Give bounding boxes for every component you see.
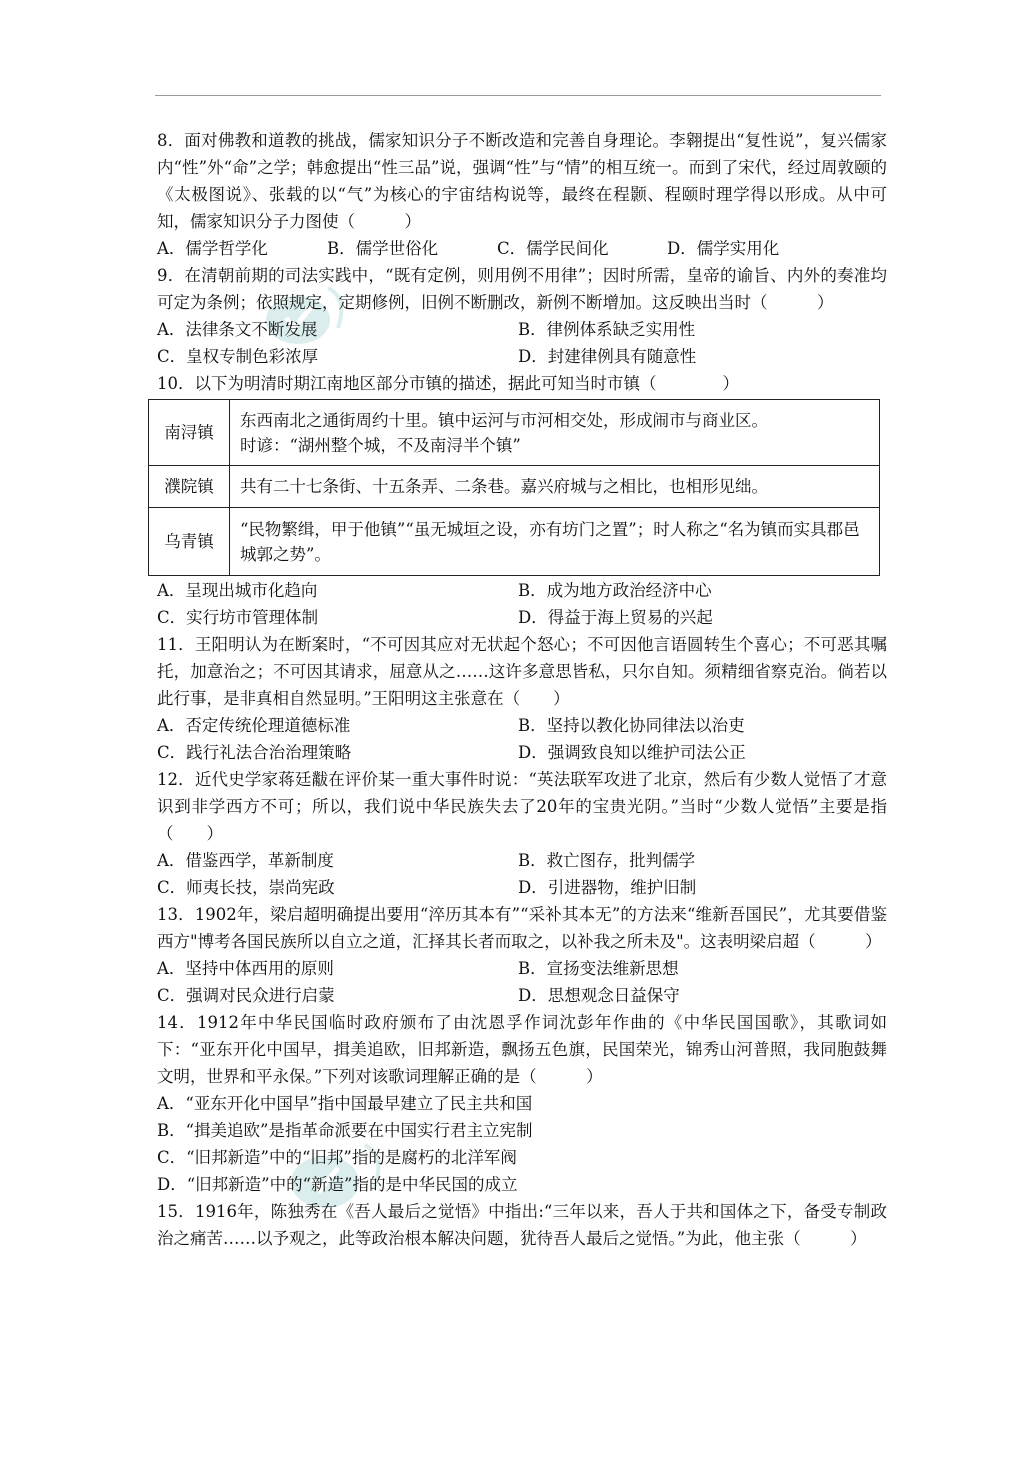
question-stem: 15．1916年，陈独秀在《吾人最后之觉悟》中指出:“三年以来，吾人于共和国体之下，备受专制政治之痛苦……以予观之，此等政治根本解决问题，犹待吾人最后之觉悟。”为此，他主张（ ） xyxy=(157,1202,887,1248)
option-list xyxy=(157,1090,887,1198)
option-row xyxy=(157,604,887,631)
question-stem: 9．在清朝前期的司法实践中，“既有定例，则用例不用律”；因时所需，皇帝的谕旨、内外的奏准均可定为条例；依照规定，定期修例，旧例不断删改，新例不断增加。这反映出当时（ ） xyxy=(157,266,887,312)
question-stem: 11．王阳明认为在断案时，“不可因其应对无状起个怒心；不可因他言语圆转生个喜心；不可恶其嘱托，加意治之；不可因其请求，屈意从之……这许多意思皆私，只尔自知。须精细省察克治。倘若以此行事，是非真相自然显明。”王阳明这主张意在（ ） xyxy=(157,635,887,708)
option-a: A．法律条文不断发展 xyxy=(157,320,318,339)
description-line: “民物繁缉，甲于他镇”“虽无城垣之设，亦有坊门之置”；时人称之“名为镇而实具郡邑城郭之势”。 xyxy=(240,519,860,564)
option-a: A．呈现出城市化趋向 xyxy=(157,581,318,600)
town-name: 乌青镇 xyxy=(149,508,230,576)
option-b: B．宣扬变法维新思想 xyxy=(518,959,679,978)
question-stem: 10．以下为明清时期江南地区部分市镇的描述，据此可知当时市镇（ ） xyxy=(157,374,739,393)
option-a: A．儒学哲学化 xyxy=(157,239,268,258)
description-line: 时谚：“湖州整个城，不及南浔半个镇” xyxy=(240,435,521,455)
option-row xyxy=(157,235,887,262)
option-c: C．儒学民间化 xyxy=(497,239,609,258)
option-a: A．坚持中体西用的原则 xyxy=(157,959,334,978)
option-row xyxy=(157,577,887,604)
question-8 xyxy=(157,127,887,262)
towns-table xyxy=(148,399,880,576)
option-a: A．借鉴西学，革新制度 xyxy=(157,851,334,870)
town-name: 南浔镇 xyxy=(149,400,230,466)
option-a: A．否定传统伦理道德标准 xyxy=(157,716,351,735)
question-11 xyxy=(157,631,887,766)
table-row xyxy=(149,508,880,576)
header-rule xyxy=(155,95,881,96)
option-d: D．得益于海上贸易的兴起 xyxy=(518,608,713,627)
table-row xyxy=(149,466,880,508)
option-c: C．强调对民众进行启蒙 xyxy=(157,986,335,1005)
exam-content xyxy=(157,127,887,1252)
question-14 xyxy=(157,1009,887,1198)
option-d: D．思想观念日益保守 xyxy=(518,986,680,1005)
option-row xyxy=(157,343,887,370)
town-description xyxy=(230,466,880,508)
option-row xyxy=(157,712,887,739)
option-b: B．律例体系缺乏实用性 xyxy=(518,320,696,339)
description-line: 东西南北之通街周约十里。镇中运河与市河相交处，形成闹市与商业区。 xyxy=(240,410,768,430)
option-b: B．成为地方政治经济中心 xyxy=(518,581,712,600)
town-description xyxy=(230,400,880,466)
option-a: A．“亚东开化中国早”指中国最早建立了民主共和国 xyxy=(157,1094,533,1113)
option-b: B．救亡图存，批判儒学 xyxy=(518,851,696,870)
description-line: 共有二十七条街、十五条弄、二条巷。嘉兴府城与之相比，也相形见绌。 xyxy=(240,477,768,496)
question-stem: 14．1912年中华民国临时政府颁布了由沈恩孚作词沈彭年作曲的《中华民国国歌》，其歌词如下：“亚东开化中国早，揖美追欧，旧邦新造，飘扬五色旗，民国荣光，锦秀山河普照，我同胞鼓舞文明，世界和平永保。”下列对该歌词理解正确的是（ ） xyxy=(157,1013,887,1086)
town-name: 濮院镇 xyxy=(149,466,230,508)
option-b: B．儒学世俗化 xyxy=(327,239,439,258)
option-b: B．坚持以教化协同律法以治吏 xyxy=(518,716,745,735)
option-d: D．“旧邦新造”中的“新造”指的是中华民国的成立 xyxy=(157,1175,518,1194)
option-d: D．儒学实用化 xyxy=(667,239,780,258)
option-d: D．封建律例具有随意性 xyxy=(518,347,697,366)
option-c: C．实行坊市管理体制 xyxy=(157,608,319,627)
option-row xyxy=(157,316,887,343)
option-d: D．强调致良知以维护司法公正 xyxy=(518,743,746,762)
option-c: C．践行礼法合治治理策略 xyxy=(157,743,352,762)
option-d: D．引进器物，维护旧制 xyxy=(518,878,697,897)
option-row xyxy=(157,739,887,766)
option-row xyxy=(157,847,887,874)
question-13 xyxy=(157,901,887,1009)
question-10 xyxy=(157,370,887,631)
option-c: C．皇权专制色彩浓厚 xyxy=(157,347,319,366)
option-row xyxy=(157,982,887,1009)
question-stem: 13．1902年，梁启超明确提出要用“淬历其本有”“采补其本无”的方法来“维新吾国民”，尤其要借鉴西方"博考各国民族所以自立之道，汇择其长者而取之，以补我之所未及"。这表明梁启超（ ） xyxy=(157,905,887,951)
question-stem: 8．面对佛教和道教的挑战，儒家知识分子不断改造和完善自身理论。李翱提出“复性说”，复兴儒家内“性”外“命”之学；韩愈提出“性三品”说，强调“性”与“情”的相互统一。而到了宋代，经过周敦颐的《太极图说》、张载的以“气”为核心的宇宙结构说等，最终在程颢、程颐时理学得以形成。从中可知，儒家知识分子力图使（ ） xyxy=(157,131,887,231)
table-row xyxy=(149,400,880,466)
question-9 xyxy=(157,262,887,370)
town-description xyxy=(230,508,880,576)
option-b: B．“揖美追欧”是指革命派要在中国实行君主立宪制 xyxy=(157,1121,533,1140)
question-12 xyxy=(157,766,887,901)
option-row xyxy=(157,874,887,901)
option-c: C．“旧邦新造”中的“旧邦”指的是腐朽的北洋军阀 xyxy=(157,1148,517,1167)
question-15 xyxy=(157,1198,887,1252)
question-stem: 12．近代史学家蒋廷黻在评价某一重大事件时说：“英法联军攻进了北京，然后有少数人觉悟了才意识到非学西方不可；所以，我们说中华民族失去了20年的宝贵光阴。”当时“少数人觉悟”主要是指（ ） xyxy=(157,770,887,843)
option-row xyxy=(157,955,887,982)
option-c: C．师夷长技，崇尚宪政 xyxy=(157,878,335,897)
